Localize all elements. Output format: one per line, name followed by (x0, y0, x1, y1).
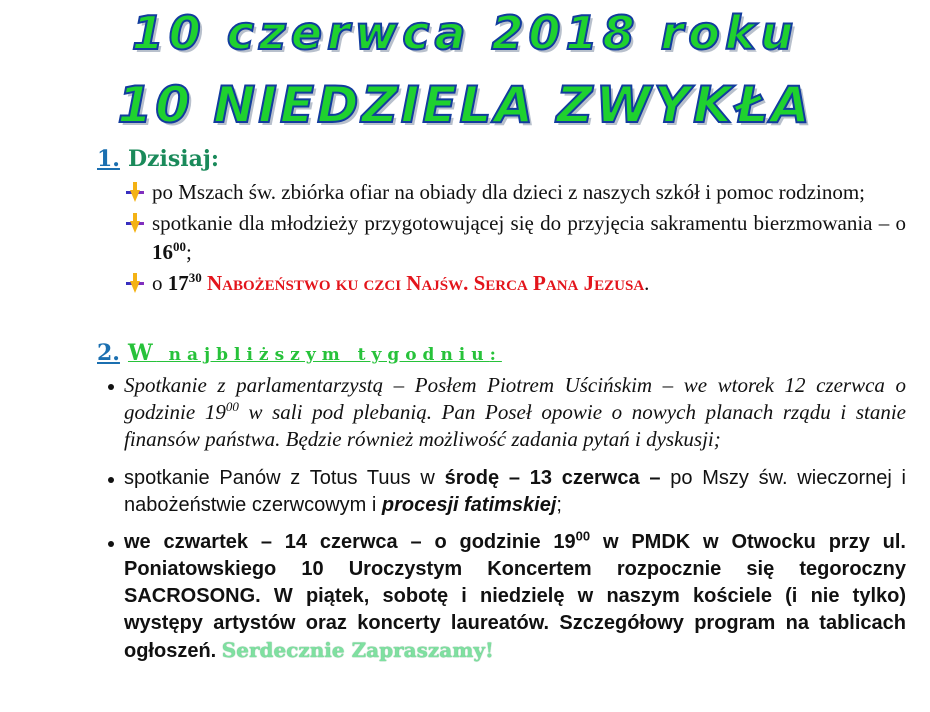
section-2-list (106, 372, 906, 665)
list-item: po Mszach św. zbiórka ofiar na obiady dla dzieci z naszych szkół i pomoc rodzinom; (126, 178, 906, 207)
arrow-down-icon (126, 273, 144, 293)
list-item: spotkanie Panów z Totus Tuus w środę – 13 czerwca – po Mszy św. wieczornej i nabożeństwie czerwcowym i procesji fatimskiej; (106, 465, 906, 519)
bullet-dot-icon (108, 384, 114, 390)
bullet-dot-icon (108, 541, 114, 547)
section-2-number: 2. (97, 340, 120, 366)
section-1-number: 1. (97, 146, 120, 172)
highlight-devotion: Nabożeństwo ku czci Najśw. Serca Pana Jezusa (207, 271, 645, 295)
section-1-list (126, 178, 906, 300)
list-item: o $17^{30}$ Nabożeństwo ku czci Najśw. Serca Pana Jezusa. (126, 269, 906, 298)
arrow-down-icon (126, 182, 144, 202)
section-2-heading (97, 340, 502, 366)
headline-sunday: 10 NIEDZIELA ZWYKŁA (117, 76, 813, 134)
bullet-dot-icon (108, 477, 114, 483)
section-2-title: W najbliższym tygodniu: (127, 340, 502, 366)
closing-invitation: Serdecznie Zapraszamy! (221, 638, 494, 662)
headline-date: 10 czerwca 2018 roku (131, 6, 799, 60)
section-1-title: Dzisiaj: (127, 146, 219, 172)
list-item: spotkanie dla młodzieży przygotowującej się do przyjęcia sakramentu bierzmowania – o $16^{00}$; (126, 209, 906, 267)
arrow-down-icon (126, 213, 144, 233)
list-item: Spotkanie z parlamentarzystą – Posłem Piotrem Uścińskim – we wtorek 12 czerwca o godzinie $19^{00}$ w sali pod plebanią. Pan Poseł opowie o nowych planach rządu i stanie finansów państwa. Będzie również możliwość zadania pytań i dyskusji; (106, 372, 906, 453)
section-1-heading (97, 146, 219, 172)
list-item: we czwartek – 14 czerwca – o godzinie $19^{00}$ w PMDK w Otwocku przy ul. Poniatowskiego 10 Uroczystym Koncertem rozpocznie się tegoroczny SACROSONG. W piątek, sobotę i niedzielę w naszym kościele (i nie tylko) występy artystów oraz koncerty laureatów. Szczegółowy program na tablicach ogłoszeń. Serdecznie Zapraszamy! (106, 529, 906, 665)
